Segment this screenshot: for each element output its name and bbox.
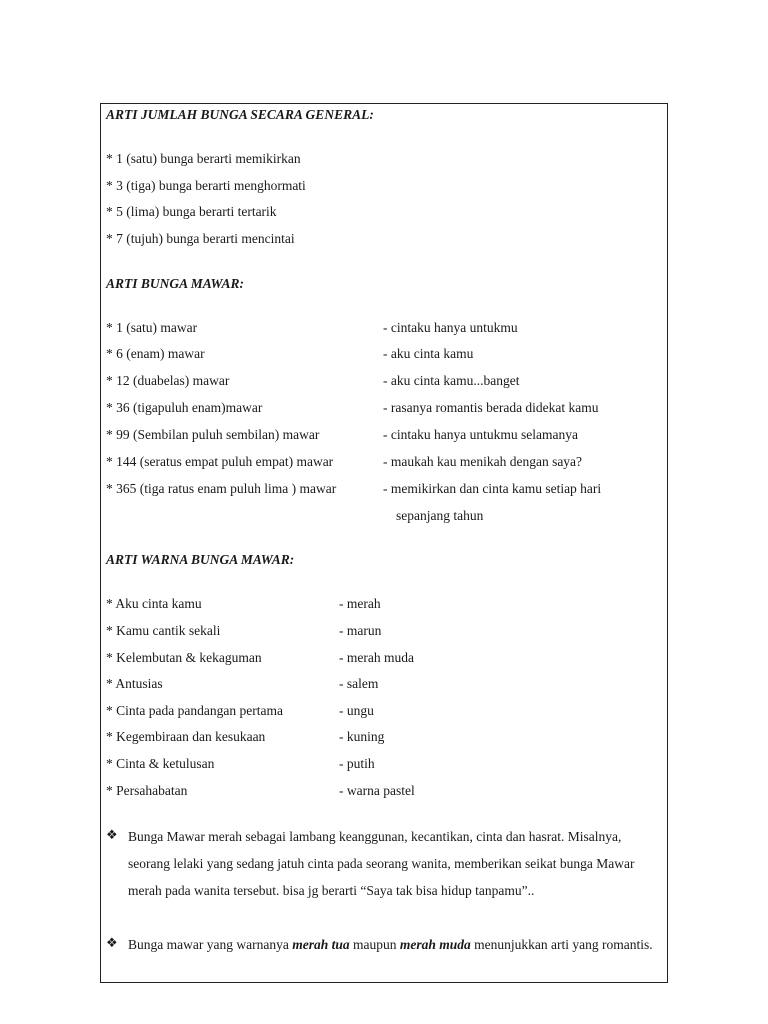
note-text: menunjukkan arti yang romantis. <box>470 937 653 952</box>
mawar-meaning: - aku cinta kamu <box>383 346 474 361</box>
warna-meaning: * Cinta & ketulusan <box>106 756 215 771</box>
warna-color: - kuning <box>339 729 385 744</box>
warna-color: - warna pastel <box>339 783 415 798</box>
warna-color: - marun <box>339 623 382 638</box>
mawar-count: * 12 (duabelas) mawar <box>106 373 230 388</box>
warna-meaning: * Cinta pada pandangan pertama <box>106 703 283 718</box>
mawar-meaning: - cintaku hanya untukmu <box>383 320 518 335</box>
mawar-meaning: - maukah kau menikah dengan saya? <box>383 454 583 469</box>
warna-meaning: * Kegembiraan dan kesukaan <box>106 729 266 744</box>
general-item: * 5 (lima) bunga berarti tertarik <box>106 204 277 219</box>
warna-meaning: * Kamu cantik sekali <box>106 623 221 638</box>
general-item: * 7 (tujuh) bunga berarti mencintai <box>106 231 295 246</box>
document-box <box>100 103 668 983</box>
warna-meaning: * Antusias <box>106 676 163 691</box>
mawar-count: * 36 (tigapuluh enam)mawar <box>106 400 263 415</box>
mawar-count: * 144 (seratus empat puluh empat) mawar <box>106 454 334 469</box>
mawar-meaning: - cintaku hanya untukmu selamanya <box>383 427 578 442</box>
note-paragraph: Bunga Mawar merah sebagai lambang keanggunan, kecantikan, cinta dan hasrat. Misalnya, seorang lelaki yang sedang jatuh cinta pada seorang wanita, memberikan seikat bunga Mawar merah pada wanita tersebut. bisa jg berarti “Saya tak bisa hidup tanpamu”.. <box>128 829 635 898</box>
mawar-meaning-continuation: sepanjang tahun <box>396 508 484 523</box>
general-item: * 1 (satu) bunga berarti memikirkan <box>106 151 301 166</box>
general-heading: ARTI JUMLAH BUNGA SECARA GENERAL: <box>106 107 374 122</box>
mawar-count: * 6 (enam) mawar <box>106 346 205 361</box>
note-emphasis: merah muda <box>399 937 471 952</box>
mawar-count: * 1 (satu) mawar <box>106 320 198 335</box>
warna-meaning: * Aku cinta kamu <box>106 596 202 611</box>
warna-color: - putih <box>339 756 375 771</box>
diamond-bullet-icon: ❖ <box>106 828 118 843</box>
warna-color: - ungu <box>339 703 374 718</box>
warna-color: - merah <box>339 596 381 611</box>
note-paragraph <box>128 931 658 958</box>
warna-heading: ARTI WARNA BUNGA MAWAR: <box>106 552 295 567</box>
warna-color: - salem <box>339 676 379 691</box>
mawar-heading: ARTI BUNGA MAWAR: <box>106 276 245 291</box>
mawar-meaning: - aku cinta kamu...banget <box>383 373 520 388</box>
mawar-meaning: - rasanya romantis berada didekat kamu <box>383 400 599 415</box>
mawar-meaning: - memikirkan dan cinta kamu setiap hari <box>383 481 602 496</box>
warna-color: - merah muda <box>339 650 414 665</box>
note-text: Bunga mawar yang warnanya <box>128 937 293 952</box>
warna-meaning: * Kelembutan & kekaguman <box>106 650 262 665</box>
warna-meaning: * Persahabatan <box>106 783 188 798</box>
diamond-bullet-icon: ❖ <box>106 936 118 951</box>
note-text: maupun <box>349 937 400 952</box>
general-item: * 3 (tiga) bunga berarti menghormati <box>106 178 306 193</box>
mawar-count: * 99 (Sembilan puluh sembilan) mawar <box>106 427 320 442</box>
note-emphasis: merah tua <box>292 937 350 952</box>
mawar-count: * 365 (tiga ratus enam puluh lima ) mawar <box>106 481 337 496</box>
